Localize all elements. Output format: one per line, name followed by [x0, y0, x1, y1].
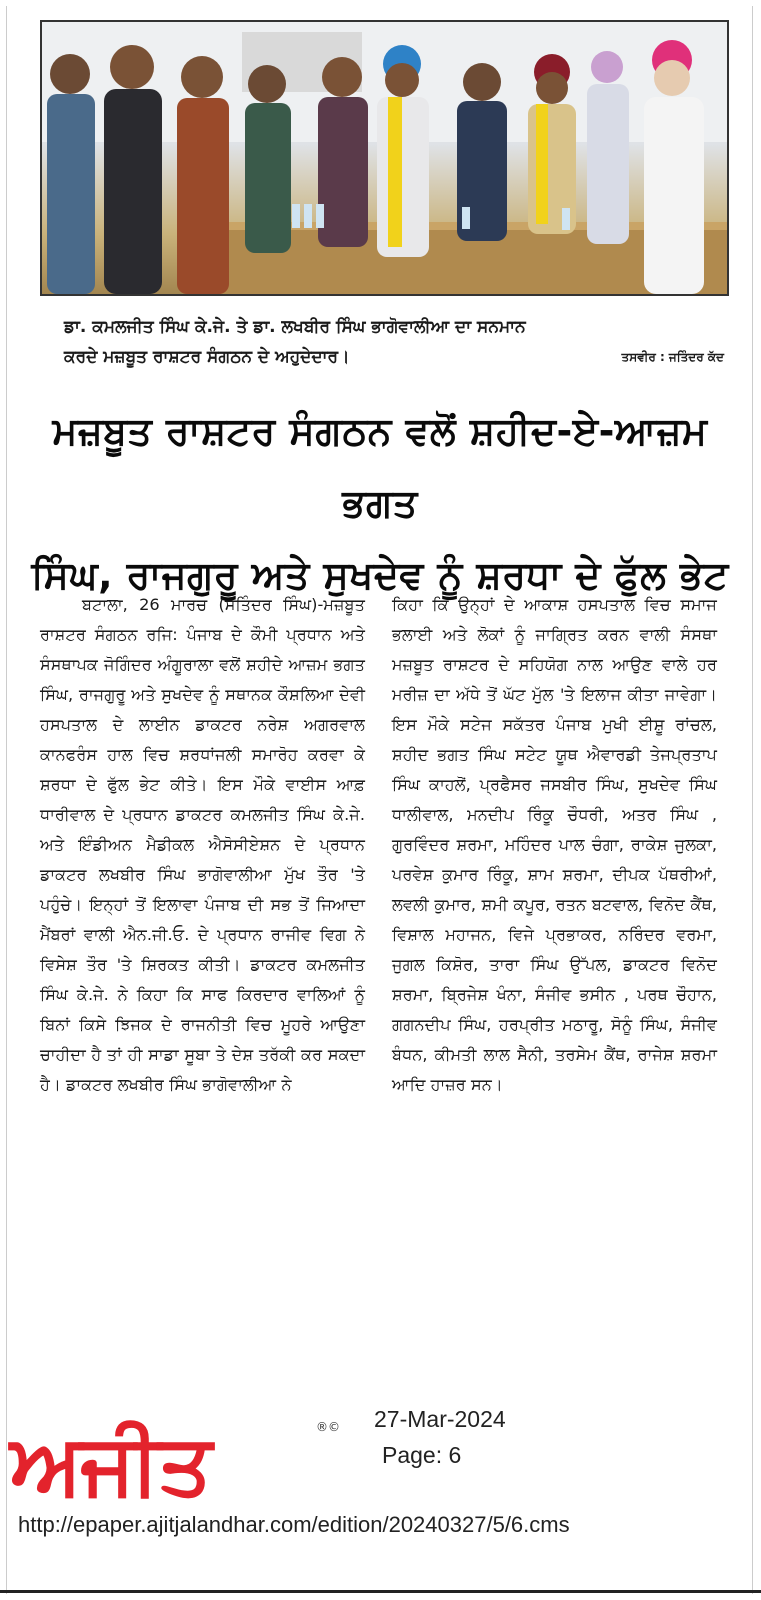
caption-line-1: ਡਾ. ਕਮਲਜੀਤ ਸਿੰਘ ਕੇ.ਜੇ. ਤੇ ਡਾ. ਲਖਬੀਰ ਸਿੰਘ ਭਾਗੋਵਾਲੀਆ ਦਾ ਸਨਮਾਨ [64, 317, 526, 337]
photo-illustration [42, 22, 727, 294]
photo-credit: ਤਸਵੀਰ : ਜਤਿੰਦਰ ਕੱਦ [621, 350, 724, 364]
bottom-rule [0, 1590, 761, 1593]
headline-line-1: ਮਜ਼ਬੂਤ ਰਾਸ਼ਟਰ ਸੰਗਠਨ ਵਲੋਂ ਸ਼ਹੀਦ-ਏ-ਆਜ਼ਮ ਭਗਤ [52, 409, 708, 525]
logo-text: ਅਜੀਤ [10, 1414, 211, 1513]
article-column-right [392, 590, 717, 1100]
article-column-left [40, 590, 365, 1100]
page-number: Page: 6 [382, 1442, 462, 1468]
headline [30, 395, 730, 611]
caption-line-2: ਕਰਦੇ ਮਜ਼ਬੂਤ ਰਾਸ਼ਟਰ ਸੰਗਠਨ ਦੇ ਅਹੁਦੇਦਾਰ। [64, 347, 350, 367]
article-text-right: ਕਿਹਾ ਕਿ ਉਨ੍ਹਾਂ ਦੇ ਆਕਾਸ਼ ਹਸਪਤਾਲ ਵਿਚ ਸਮਾਜ ਭਲਾਈ ਅਤੇ ਲੋਕਾਂ ਨੂੰ ਜਾਗ੍ਰਿਤ ਕਰਨ ਵਾਲੀ ਸੰਸਥਾ ਮਜ਼ਬੂਤ ਰਾਸ਼ਟਰ ਦੇ ਸਹਿਯੋਗ ਨਾਲ ਆਉਣ ਵਾਲੇ ਹਰ ਮਰੀਜ਼ ਦਾ ਅੱਧੇ ਤੋਂ ਘੱਟ ਮੁੱਲ 'ਤੇ ਇਲਾਜ ਕੀਤਾ ਜਾਵੇਗਾ। ਇਸ ਮੌਕੇ ਸਟੇਜ ਸਕੱਤਰ ਪੰਜਾਬ ਮੁਖੀ ਈਸ਼ੂ ਰਾਂਚਲ, ਸ਼ਹੀਦ ਭਗਤ ਸਿੰਘ ਸਟੇਟ ਯੂਥ ਐਵਾਰਡੀ ਤੇਜਪ੍ਰਤਾਪ ਸਿੰਘ ਕਾਹਲੋਂ, ਪ੍ਰਫੈਸਰ ਜਸਬੀਰ ਸਿੰਘ, ਸੁਖਦੇਵ ਸਿੰਘ ਧਾਲੀਵਾਲ, ਮਨਦੀਪ ਰਿੰਕੂ ਚੌਧਰੀ, ਅਤਰ ਸਿੰਘ , ਗੁਰਵਿੰਦਰ ਸ਼ਰਮਾ, ਮਹਿੰਦਰ ਪਾਲ ਚੰਗਾ, ਰਾਕੇਸ਼ ਜੁਲਕਾ, ਪਰਵੇਸ਼ ਕੁਮਾਰ ਰਿੰਕੂ, ਸ਼ਾਮ ਸ਼ਰਮਾ, ਦੀਪਕ ਪੱਥਰੀਆਂ, ਲਵਲੀ ਕੁਮਾਰ, ਸ਼ਮੀ ਕਪੂਰ, ਰਤਨ ਬਟਵਾਲ, ਵਿਨੋਦ ਕੈਂਥ, ਵਿਸ਼ਾਲ ਮਹਾਜਨ, ਵਿਜੇ ਪ੍ਰਭਾਕਰ, ਨਰਿੰਦਰ ਵਰਮਾ, ਜੁਗਲ ਕਿਸ਼ੋਰ, ਤਾਰਾ ਸਿੰਘ ਉੱਪਲ, ਡਾਕਟਰ ਵਿਨੋਦ ਸ਼ਰਮਾ, ਬ੍ਰਿਜੇਸ਼ ਖੰਨਾ, ਸੰਜੀਵ ਭਸੀਨ , ਪਰਥ ਚੌਹਾਨ, ਗਗਨਦੀਪ ਸਿੰਘ, ਹਰਪ੍ਰੀਤ ਮਠਾਰੂ, ਸੋਨੂੰ ਸਿੰਘ, ਸੰਜੀਵ ਬੰਧਨ, ਕੀਮਤੀ ਲਾਲ ਸੈਨੀ, ਤਰਸੇਮ ਕੈਂਥ, ਰਾਜੇਸ਼ ਸ਼ਰਮਾ ਆਦਿ ਹਾਜ਼ਰ ਸਨ। [392, 595, 717, 1094]
source-url[interactable]: http://epaper.ajitjalandhar.com/edition/20240327/5/6.cms [18, 1512, 570, 1537]
photo-caption [64, 312, 724, 372]
news-photo [40, 20, 729, 296]
article-text-left: ਬਟਾਲਾ, 26 ਮਾਰਚ (ਸਤਿੰਦਰ ਸਿੰਘ)-ਮਜ਼ਬੂਤ ਰਾਸ਼ਟਰ ਸੰਗਠਨ ਰਜਿ: ਪੰਜਾਬ ਦੇ ਕੌਮੀ ਪ੍ਰਧਾਨ ਅਤੇ ਸੰਸਥਾਪਕ ਜੋਗਿੰਦਰ ਅੰਗੂਰਾਲਾ ਵਲੋਂ ਸ਼ਹੀਦੇ ਆਜ਼ਮ ਭਗਤ ਸਿੰਘ, ਰਾਜਗੁਰੂ ਅਤੇ ਸੁਖਦੇਵ ਨੂੰ ਸਥਾਨਕ ਕੌਸ਼ਲਿਆ ਦੇਵੀ ਹਸਪਤਾਲ ਦੇ ਲਾਈਨ ਡਾਕਟਰ ਨਰੇਸ਼ ਅਗਰਵਾਲ ਕਾਨਫਰੰਸ ਹਾਲ ਵਿਚ ਸ਼ਰਧਾਂਜਲੀ ਸਮਾਰੋਹ ਕਰਵਾ ਕੇ ਸ਼ਰਧਾ ਦੇ ਫੁੱਲ ਭੇਟ ਕੀਤੇ। ਇਸ ਮੌਕੇ ਵਾਈਸ ਆਫ਼ ਧਾਰੀਵਾਲ ਦੇ ਪ੍ਰਧਾਨ ਡਾਕਟਰ ਕਮਲਜੀਤ ਸਿੰਘ ਕੇ.ਜੇ. ਅਤੇ ਇੰਡੀਅਨ ਮੈਡੀਕਲ ਐਸੋਸੀਏਸ਼ਨ ਦੇ ਪ੍ਰਧਾਨ ਡਾਕਟਰ ਲਖਬੀਰ ਸਿੰਘ ਭਾਗੋਵਾਲੀਆ ਮੁੱਖ ਤੌਰ 'ਤੇ ਪਹੁੰਚੇ। ਇਨ੍ਹਾਂ ਤੋਂ ਇਲਾਵਾ ਪੰਜਾਬ ਦੀ ਸਭ ਤੋਂ ਜਿਆਦਾ ਮੈਂਬਰਾਂ ਵਾਲੀ ਐਨ.ਜੀ.ਓ. ਦੇ ਪ੍ਰਧਾਨ ਰਾਜੀਵ ਵਿਗ ਨੇ ਵਿਸੇਸ਼ ਤੌਰ 'ਤੇ ਸ਼ਿਰਕਤ ਕੀਤੀ। ਡਾਕਟਰ ਕਮਲਜੀਤ ਸਿੰਘ ਕੇ.ਜੇ. ਨੇ ਕਿਹਾ ਕਿ ਸਾਫ ਕਿਰਦਾਰ ਵਾਲਿਆਂ ਨੂੰ ਬਿਨਾਂ ਕਿਸੇ ਝਿਜਕ ਦੇ ਰਾਜਨੀਤੀ ਵਿਚ ਮੂਹਰੇ ਆਉਣਾ ਚਾਹੀਦਾ ਹੈ ਤਾਂ ਹੀ ਸਾਡਾ ਸੂਬਾ ਤੇ ਦੇਸ਼ ਤਰੱਕੀ ਕਰ ਸਕਦਾ ਹੈ। ਡਾਕਟਰ ਲਖਬੀਰ ਸਿੰਘ ਭਾਗੋਵਾਲੀਆ ਨੇ [40, 595, 365, 1094]
headline-line-2: ਸਿੰਘ, ਰਾਜਗੁਰੂ ਅਤੇ ਸੁਖਦੇਵ ਨੂੰ ਸ਼ਰਧਾ ਦੇ ਫੁੱਲ ਭੇਟ [31, 553, 729, 597]
registered-mark: ®© [316, 1420, 340, 1434]
newspaper-logo [10, 1414, 350, 1513]
edition-date: 27-Mar-2024 [374, 1406, 506, 1432]
